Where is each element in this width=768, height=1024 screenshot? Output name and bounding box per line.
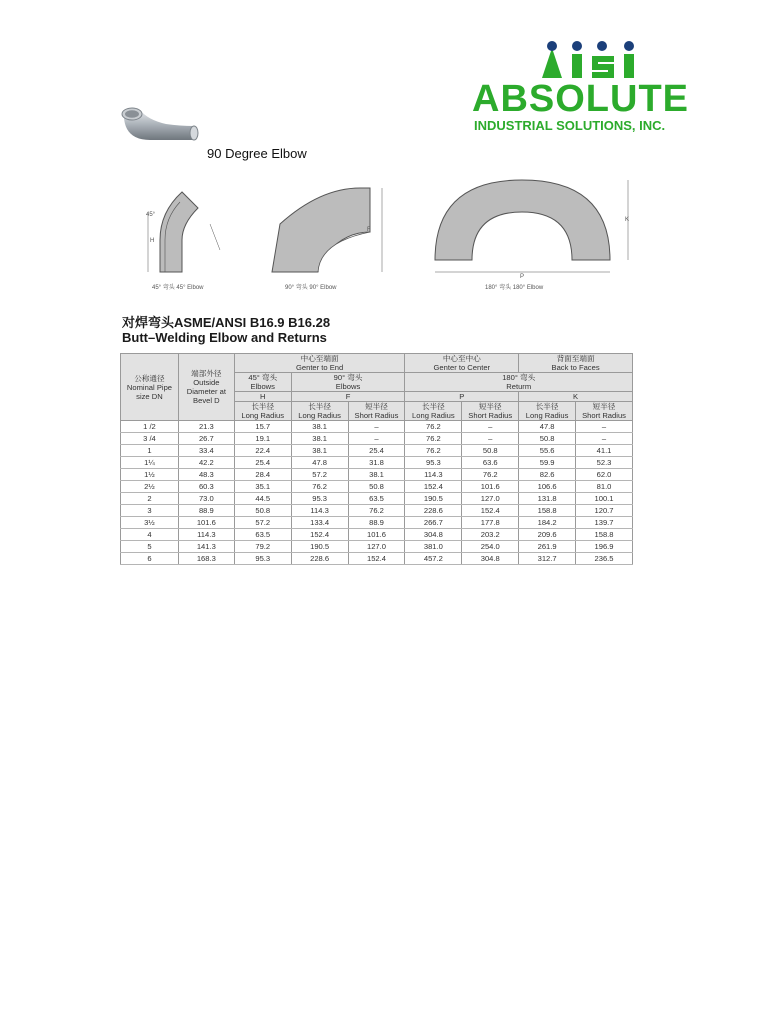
dimension-label-h: H — [150, 238, 155, 244]
table-cell: 114.3 — [405, 469, 462, 481]
sr-cn: 短半径 — [478, 402, 502, 411]
table-cell: 73.0 — [178, 493, 234, 505]
header-p-long-radius — [405, 402, 462, 421]
table-cell: 63.5 — [348, 493, 405, 505]
header-90-elbows — [291, 373, 405, 392]
table-cell: 38.1 — [291, 433, 348, 445]
table-cell: 101.6 — [348, 529, 405, 541]
table-row — [121, 445, 633, 457]
table-cell: 2 — [121, 493, 179, 505]
table-cell: 141.3 — [178, 541, 234, 553]
table-cell: – — [462, 433, 519, 445]
lr-en: Long Radius — [412, 411, 455, 420]
table-cell: 254.0 — [462, 541, 519, 553]
header-center-to-center — [405, 354, 519, 373]
table-cell: 106.6 — [519, 481, 576, 493]
table-cell: 133.4 — [291, 517, 348, 529]
table-cell: 120.7 — [576, 505, 633, 517]
table-cell: 26.7 — [178, 433, 234, 445]
table-cell: 152.4 — [348, 553, 405, 565]
table-cell: 22.4 — [234, 445, 291, 457]
table-cell: 236.5 — [576, 553, 633, 565]
table-cell: 82.6 — [519, 469, 576, 481]
table-cell: 81.0 — [576, 481, 633, 493]
elbow-drawings-svg — [120, 172, 650, 297]
table-cell: 57.2 — [234, 517, 291, 529]
angle-label-45: 45° — [146, 212, 156, 218]
header-back-to-faces — [519, 354, 633, 373]
table-cell: 3 — [121, 505, 179, 517]
table-cell: 50.8 — [519, 433, 576, 445]
table-cell: 57.2 — [291, 469, 348, 481]
table-cell: 76.2 — [462, 469, 519, 481]
header-od-en: Outside Diameter at Bevel D — [186, 378, 226, 405]
lr-en: Long Radius — [525, 411, 569, 420]
table-cell: 50.8 — [234, 505, 291, 517]
header-center-end-en: Genter to End — [295, 363, 344, 372]
table-cell: 6 — [121, 553, 179, 565]
table-cell: 101.6 — [178, 517, 234, 529]
table-cell: 304.8 — [462, 553, 519, 565]
table-cell: 38.1 — [348, 469, 405, 481]
table-cell: 381.0 — [405, 541, 462, 553]
table-cell: 63.6 — [462, 457, 519, 469]
table-cell: 62.0 — [576, 469, 633, 481]
table-cell: 190.5 — [405, 493, 462, 505]
table-cell: 35.1 — [234, 481, 291, 493]
header-k-short-radius — [576, 402, 633, 421]
table-cell: 38.1 — [291, 445, 348, 457]
elbow-drawings — [120, 172, 650, 297]
table-cell: 1 — [121, 445, 179, 457]
header-45-en: Elbows — [250, 382, 275, 391]
header-f-short-radius — [348, 402, 405, 421]
spec-title-line2: Butt–Welding Elbow and Returns — [122, 330, 327, 345]
table-row — [121, 553, 633, 565]
header-nominal-size — [121, 354, 179, 421]
table-row — [121, 529, 633, 541]
table-cell: 31.8 — [348, 457, 405, 469]
table-cell: 2½ — [121, 481, 179, 493]
table-cell: 152.4 — [291, 529, 348, 541]
table-row — [121, 481, 633, 493]
table-cell: 312.7 — [519, 553, 576, 565]
header-center-center-cn: 中心至中心 — [442, 354, 481, 363]
lr-en: Long Radius — [241, 411, 285, 420]
table-cell: 1 /2 — [121, 421, 179, 433]
table-cell: 304.8 — [405, 529, 462, 541]
table-cell: 79.2 — [234, 541, 291, 553]
dimension-label-p: P — [520, 274, 525, 280]
table-row — [121, 505, 633, 517]
table-row — [121, 421, 633, 433]
table-cell: 19.1 — [234, 433, 291, 445]
header-center-center-en: Genter to Center — [433, 363, 491, 372]
sr-en: Short Radius — [582, 411, 626, 420]
header-180-en: Returm — [506, 382, 532, 391]
table-cell: 3½ — [121, 517, 179, 529]
table-cell: 55.6 — [519, 445, 576, 457]
lr-cn: 长半径 — [421, 402, 445, 411]
table-cell: 139.7 — [576, 517, 633, 529]
table-cell: 190.5 — [291, 541, 348, 553]
table-cell: – — [576, 421, 633, 433]
table-cell: 100.1 — [576, 493, 633, 505]
image-caption: 90 Degree Elbow — [207, 146, 307, 161]
header-180-cn: 180° 弯头 — [502, 373, 536, 382]
table-cell: 152.4 — [405, 481, 462, 493]
table-cell: 228.6 — [405, 505, 462, 517]
table-cell: 76.2 — [405, 433, 462, 445]
table-cell: 196.9 — [576, 541, 633, 553]
table-cell: 88.9 — [348, 517, 405, 529]
table-cell: 25.4 — [234, 457, 291, 469]
table-cell: 59.9 — [519, 457, 576, 469]
table-cell: 209.6 — [519, 529, 576, 541]
header-180-return — [405, 373, 633, 392]
header-back-faces-cn: 背面至端面 — [556, 354, 595, 363]
table-cell: 50.8 — [462, 445, 519, 457]
header-center-end-cn: 中心至端面 — [300, 354, 339, 363]
table-cell: 168.3 — [178, 553, 234, 565]
header-45-cn: 45° 弯头 — [248, 373, 278, 382]
table-cell: 114.3 — [291, 505, 348, 517]
table-row — [121, 457, 633, 469]
table-cell: 76.2 — [405, 445, 462, 457]
table-cell: 3 /4 — [121, 433, 179, 445]
header-nps-cn: 公称通径 — [134, 373, 165, 383]
table-cell: 50.8 — [348, 481, 405, 493]
table-cell: 52.3 — [576, 457, 633, 469]
table-body — [121, 421, 633, 565]
table-cell: 15.7 — [234, 421, 291, 433]
table-cell: 177.8 — [462, 517, 519, 529]
table-cell: 25.4 — [348, 445, 405, 457]
sr-en: Short Radius — [468, 411, 513, 420]
header-col-h: H — [234, 392, 291, 402]
dimension-label-k: K — [625, 217, 630, 223]
header-col-p: P — [405, 392, 519, 402]
dimension-table — [120, 353, 633, 565]
caption-90-elbow: 90° 弯头 90° Elbow — [285, 285, 337, 291]
header-back-faces-en: Back to Faces — [551, 363, 600, 372]
table-cell: – — [576, 433, 633, 445]
table-cell: 158.8 — [576, 529, 633, 541]
table-header — [121, 354, 633, 421]
table-cell: 41.1 — [576, 445, 633, 457]
table-cell: 266.7 — [405, 517, 462, 529]
lr-cn: 长半径 — [308, 402, 331, 411]
table-cell: 152.4 — [462, 505, 519, 517]
table-cell: 95.3 — [405, 457, 462, 469]
table-cell: 158.8 — [519, 505, 576, 517]
header-col-f: F — [291, 392, 405, 402]
dimension-label-f: F — [367, 227, 371, 233]
caption-180-elbow: 180° 弯头 180° Elbow — [485, 285, 544, 291]
lr-cn: 长半径 — [251, 402, 275, 411]
table-cell: 114.3 — [178, 529, 234, 541]
table-cell: 101.6 — [462, 481, 519, 493]
header-90-cn: 90° 弯头 — [333, 373, 363, 382]
logo-tagline: INDUSTRIAL SOLUTIONS, INC. — [474, 118, 666, 133]
sr-cn: 短半径 — [592, 402, 616, 411]
table-cell: 63.5 — [234, 529, 291, 541]
header-p-short-radius — [462, 402, 519, 421]
spec-title-line1: 对焊弯头ASME/ANSI B16.9 B16.28 — [122, 315, 331, 330]
logo-wordmark: ABSOLUTE — [472, 78, 689, 120]
table-cell: 88.9 — [178, 505, 234, 517]
header-90-en: Elbows — [335, 382, 361, 391]
table-cell: 76.2 — [348, 505, 405, 517]
header-k-long-radius — [519, 402, 576, 421]
spec-title — [122, 315, 330, 345]
table-cell: 1¼ — [121, 457, 179, 469]
table-cell: 457.2 — [405, 553, 462, 565]
caption-45-elbow: 45° 弯头 45° Elbow — [152, 285, 204, 291]
table-cell: 76.2 — [405, 421, 462, 433]
table-row — [121, 433, 633, 445]
elbow-45-drawing — [148, 192, 220, 272]
header-outside-diameter — [178, 354, 234, 421]
table-cell: 1½ — [121, 469, 179, 481]
table-cell: – — [348, 421, 405, 433]
table-cell: 60.3 — [178, 481, 234, 493]
table-cell: 42.2 — [178, 457, 234, 469]
table-cell: 95.3 — [291, 493, 348, 505]
lr-en: Long Radius — [298, 411, 341, 420]
table-cell: 47.8 — [291, 457, 348, 469]
table-cell: 33.4 — [178, 445, 234, 457]
header-nps-en: Nominal Pipe size DN — [126, 382, 173, 401]
table-cell: 131.8 — [519, 493, 576, 505]
header-od-cn: 端部外径 — [191, 369, 222, 378]
table-row — [121, 541, 633, 553]
header-col-k: K — [519, 392, 633, 402]
aisi-logo-mark — [534, 38, 644, 80]
table-cell: 184.2 — [519, 517, 576, 529]
header-center-to-end — [234, 354, 405, 373]
sr-en: Short Radius — [354, 411, 399, 420]
company-logo — [472, 38, 702, 138]
table-cell: 228.6 — [291, 553, 348, 565]
table-cell: – — [462, 421, 519, 433]
table-cell: 261.9 — [519, 541, 576, 553]
header-45-elbows — [234, 373, 291, 392]
table-cell: 4 — [121, 529, 179, 541]
header-h-long-radius — [234, 402, 291, 421]
table-cell: – — [348, 433, 405, 445]
lr-cn: 长半径 — [535, 402, 559, 411]
return-180-drawing — [435, 180, 628, 272]
table-cell: 47.8 — [519, 421, 576, 433]
table-cell: 127.0 — [462, 493, 519, 505]
table-cell: 76.2 — [291, 481, 348, 493]
table-cell: 5 — [121, 541, 179, 553]
table-cell: 48.3 — [178, 469, 234, 481]
dimension-table-region — [118, 352, 638, 592]
table-cell: 127.0 — [348, 541, 405, 553]
table-cell: 203.2 — [462, 529, 519, 541]
table-cell: 21.3 — [178, 421, 234, 433]
sr-cn: 短半径 — [365, 402, 388, 411]
table-cell: 44.5 — [234, 493, 291, 505]
table-row — [121, 493, 633, 505]
table-row — [121, 517, 633, 529]
table-row — [121, 469, 633, 481]
table-cell: 28.4 — [234, 469, 291, 481]
header-f-long-radius — [291, 402, 348, 421]
table-cell: 38.1 — [291, 421, 348, 433]
table-cell: 95.3 — [234, 553, 291, 565]
elbow-90-drawing — [272, 188, 382, 272]
elbow-photo — [120, 104, 200, 146]
